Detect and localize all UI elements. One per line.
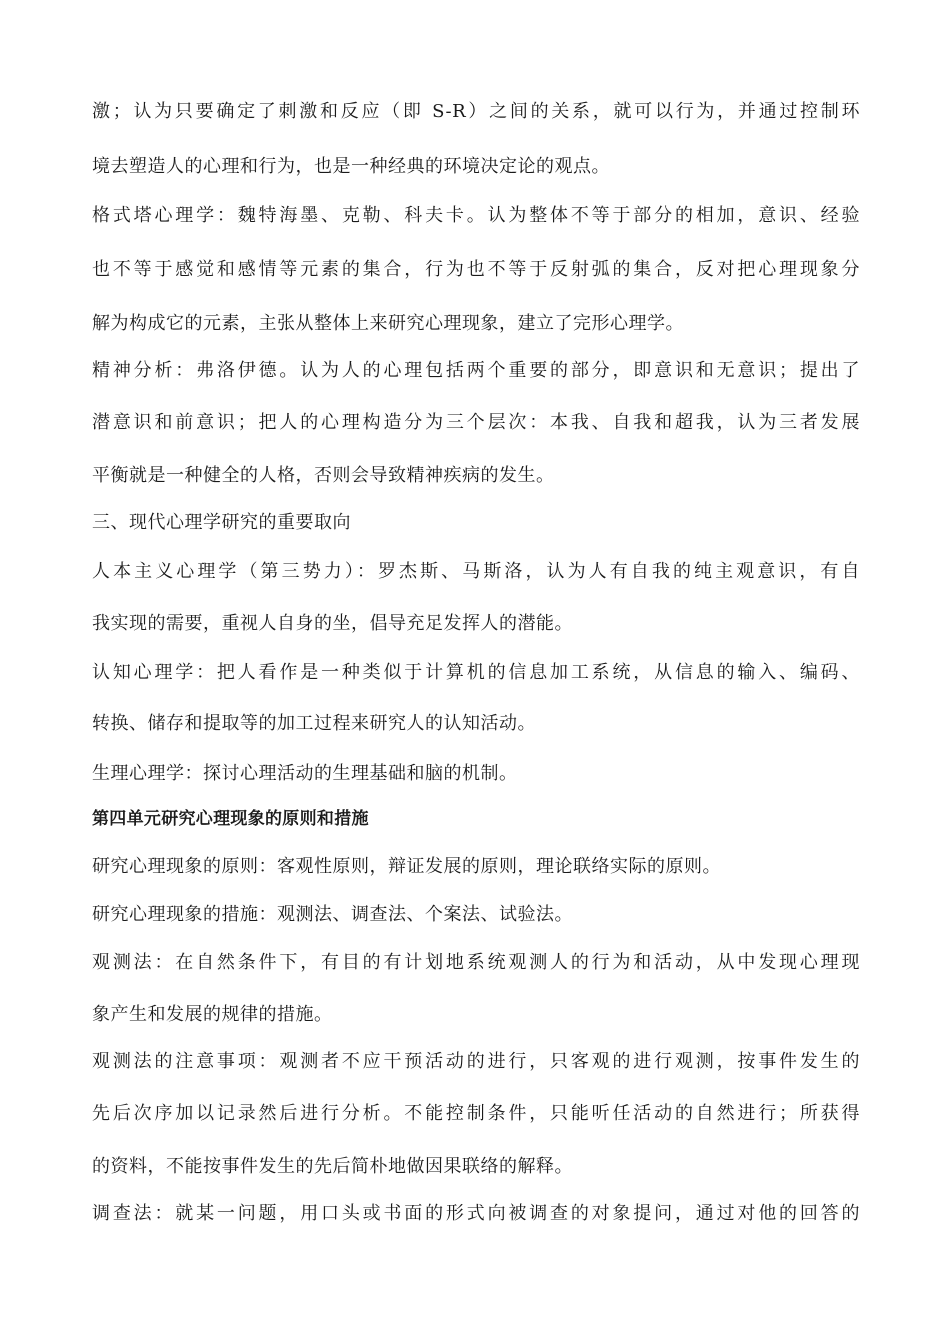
text-line-5: 解为构成它的元素，主张从整体上来研究心理现象，建立了完形心理学。: [92, 313, 684, 334]
text-line-2: 境去塑造人的心理和行为，也是一种经典的环境决定论的观点。: [92, 156, 610, 177]
text-line-20: 观测法的注意事项：观测者不应干预活动的进行，只客观的进行观测，按事件发生的: [92, 1051, 860, 1072]
text-line-12: 认知心理学：把人看作是一种类似于计算机的信息加工系统，从信息的输入、编码、: [92, 662, 860, 683]
text-line-11: 我实现的需要，重视人自身的坐，倡导充足发挥人的潜能。: [92, 613, 573, 634]
text-line-16: 研究心理现象的原则：客观性原则，辩证发展的原则，理论联络实际的原则。: [92, 856, 721, 877]
text-line-18: 观测法：在自然条件下，有目的有计划地系统观测人的行为和活动，从中发现心理现: [92, 952, 860, 973]
text-line-7: 潜意识和前意识；把人的心理构造分为三个层次：本我、自我和超我，认为三者发展: [92, 412, 860, 433]
text-line-17: 研究心理现象的措施：观测法、调查法、个案法、试验法。: [92, 904, 573, 925]
text-line-14: 生理心理学：探讨心理活动的生理基础和脑的机制。: [92, 763, 518, 784]
text-line-23: 调查法：就某一问题，用口头或书面的形式向被调查的对象提问，通过对他的回答的: [92, 1203, 860, 1224]
text-line-10: 人本主义心理学（第三势力）：罗杰斯、马斯洛，认为人有自我的纯主观意识，有自: [92, 561, 860, 582]
section-heading: 三、现代心理学研究的重要取向: [92, 512, 351, 533]
text-line-3: 格式塔心理学：魏特海墨、克勒、科夫卡。认为整体不等于部分的相加，意识、经验: [92, 205, 860, 226]
unit-heading: 第四单元研究心理现象的原则和措施: [92, 809, 369, 829]
text-line-21: 先后次序加以记录然后进行分析。不能控制条件，只能听任活动的自然进行；所获得: [92, 1103, 860, 1124]
text-line-19: 象产生和发展的规律的措施。: [92, 1004, 333, 1025]
text-line-1: 激；认为只要确定了刺激和反应（即 S-R）之间的关系，就可以行为，并通过控制环: [92, 101, 860, 122]
text-line-13: 转换、储存和提取等的加工过程来研究人的认知活动。: [92, 713, 536, 734]
text-line-8: 平衡就是一种健全的人格，否则会导致精神疾病的发生。: [92, 465, 555, 486]
text-line-22: 的资料，不能按事件发生的先后简朴地做因果联络的解释。: [92, 1156, 573, 1177]
text-line-4: 也不等于感觉和感情等元素的集合，行为也不等于反射弧的集合，反对把心理现象分: [92, 259, 860, 280]
text-line-6: 精神分析：弗洛伊德。认为人的心理包括两个重要的部分，即意识和无意识；提出了: [92, 360, 860, 381]
